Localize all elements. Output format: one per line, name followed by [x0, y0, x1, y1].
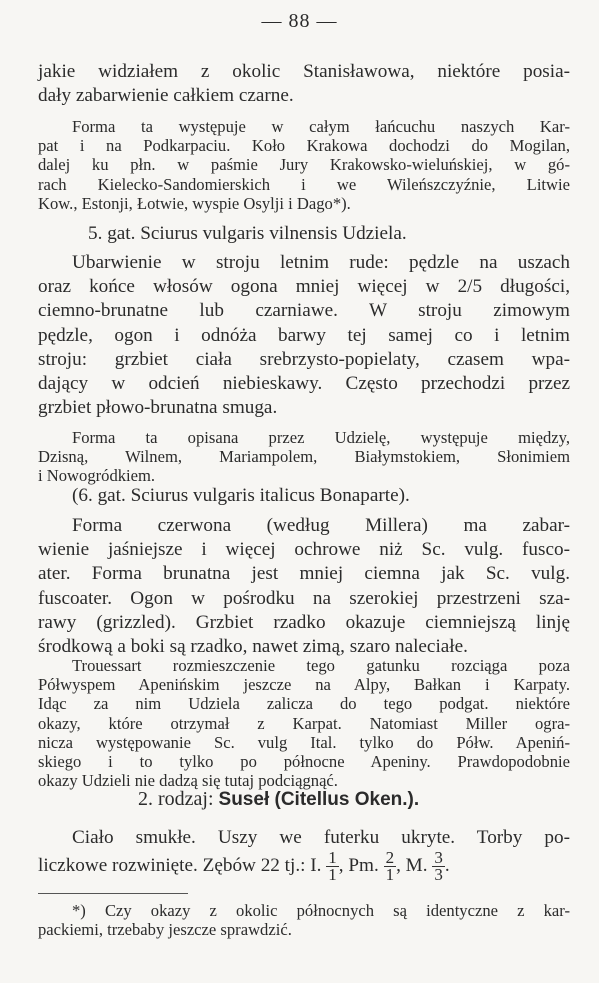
text-line: środkową a boki są rzadko, nawet zimą, szaro naleciałe. [38, 636, 468, 658]
text-line: grzbiet płowo-brunatna smuga. [38, 397, 278, 419]
text-line: oraz końce włosów ogona mniej więcej w 2/5 długości, [38, 276, 570, 298]
text-line: dający w odcień niebieskawy. Często przechodzi przez [38, 373, 570, 395]
text-line: Dzisną, Wilnem, Mariampolem, Białymstokiem, Słonimiem [38, 447, 570, 467]
text-line: Półwyspem Apenińskim jeszcze na Alpy, Bałkan i Karpaty. [38, 675, 570, 695]
text-line: dały zabarwienie całkiem czarne. [38, 85, 294, 107]
genus-heading [138, 788, 419, 811]
text-line: ater. Forma brunatna jest mniej ciemna jak Sc. vulg. [38, 563, 570, 585]
text-line: Kow., Estonji, Łotwie, wyspie Osylji i Dago*). [38, 193, 351, 213]
molar-label: M. [405, 854, 428, 876]
page-number: — 88 — [261, 10, 338, 32]
paragraph-description [38, 251, 570, 420]
genus-prefix: 2. rodzaj: [138, 788, 214, 810]
text-line: pędzle, ogon i odnóża barwy tej samej co i letnim [38, 324, 570, 346]
molar-fraction: $\frac{3}{3}$ [434, 848, 443, 884]
text-line: fuscoater. Ogon w pośrodku na szerokiej przestrzeni sza- [38, 587, 570, 609]
text-line: *) Czy okazy z okolic północnych są identyczne z kar- [72, 901, 570, 920]
text-line: packiemi, trzebaby jeszcze sprawdzić. [38, 920, 292, 940]
text-line: Ciało smukłe. Uszy we futerku ukryte. Torby po- [72, 827, 570, 848]
text-line: ciemno-brunatne lub czarniawe. W stroju zimowym [38, 300, 570, 322]
text-line: okazy Udzieli nie dadzą się tutaj podciągnąć. [38, 771, 338, 791]
heading-text: 5. gat. Sciurus vulgaris vilnensis Udziela. [88, 223, 407, 244]
text-line: rach Kielecko-Sandomierskich i we Wileńszczyźnie, Litwie [38, 174, 570, 194]
footnote [38, 901, 570, 939]
text-line: Ubarwienie w stroju letnim rude: pędzle na uszach [72, 252, 570, 273]
genus-name: Suseł (Citellus Oken.). [218, 789, 420, 810]
text-line: rawy (grizzled). Grzbiet rzadko okazuje ciemniejszą linję [38, 611, 570, 633]
heading-text: (6. gat. Sciurus vulgaris italicus Bonaparte). [72, 485, 410, 506]
text-line: nicza występowanie Sc. vulg Ital. tylko do Półw. Apeniń- [38, 732, 570, 752]
paragraph-range [38, 428, 570, 486]
text-line: dalej ku płn. w paśmie Jury Krakowsko-wieluńskiej, w gó- [38, 155, 570, 175]
text-line: Forma ta występuje w całym łańcuchu naszych Kar- [72, 117, 570, 136]
text-line: Trouessart rozmieszczenie tego gatunku rozciąga poza [72, 656, 570, 675]
paragraph-intro [38, 60, 570, 108]
text-line: Forma czerwona (według Millera) ma zabar- [72, 515, 570, 536]
species-heading-5 [88, 222, 568, 246]
footnote-divider [38, 893, 188, 894]
paragraph-genus-description [38, 826, 570, 850]
text-line: okazy, które otrzymał z Karpat. Natomiast Miller ogra- [38, 713, 570, 733]
text-line: wienie jaśniejsze i więcej ochrowe niż Sc. vulg. fusco- [38, 539, 570, 561]
paragraph-forms [38, 514, 570, 659]
paragraph-trouessart [38, 656, 570, 790]
text-line: Forma ta opisana przez Udzielę, występuje między, [72, 428, 570, 447]
text-line: i Nowogródkiem. [38, 466, 156, 486]
premolar-label: Pm. [348, 854, 379, 876]
text-line: pat i na Podkarpaciu. Koło Krakowa dochodzi do Mogilan, [38, 136, 570, 156]
paragraph-distribution [38, 117, 570, 213]
text-line: skiego i to tylko po północne Apeniny. Prawdopodobnie [38, 752, 570, 772]
dental-formula-line: liczkowe rozwinięte. Zębów 22 tj.: I. $\frac{1}{1}$ , Pm. $\frac{2}{1}$ , M. $\frac{3}{3}$ . [38, 848, 450, 884]
text-line: Idąc za nim Udziela zalicza do tego podgat. niektóre [38, 694, 570, 714]
incisor-fraction: $\frac{1}{1}$ [328, 848, 337, 884]
formula-text: liczkowe rozwinięte. Zębów 22 tj.: I. [38, 854, 322, 876]
text-line: jakie widziałem z okolic Stanisławowa, niektóre posia- [38, 61, 570, 82]
text-line: stroju: grzbiet ciała srebrzysto-popielaty, czasem wpa- [38, 348, 570, 370]
premolar-fraction: $\frac{2}{1}$ [385, 848, 395, 884]
species-heading-6 [72, 484, 568, 508]
